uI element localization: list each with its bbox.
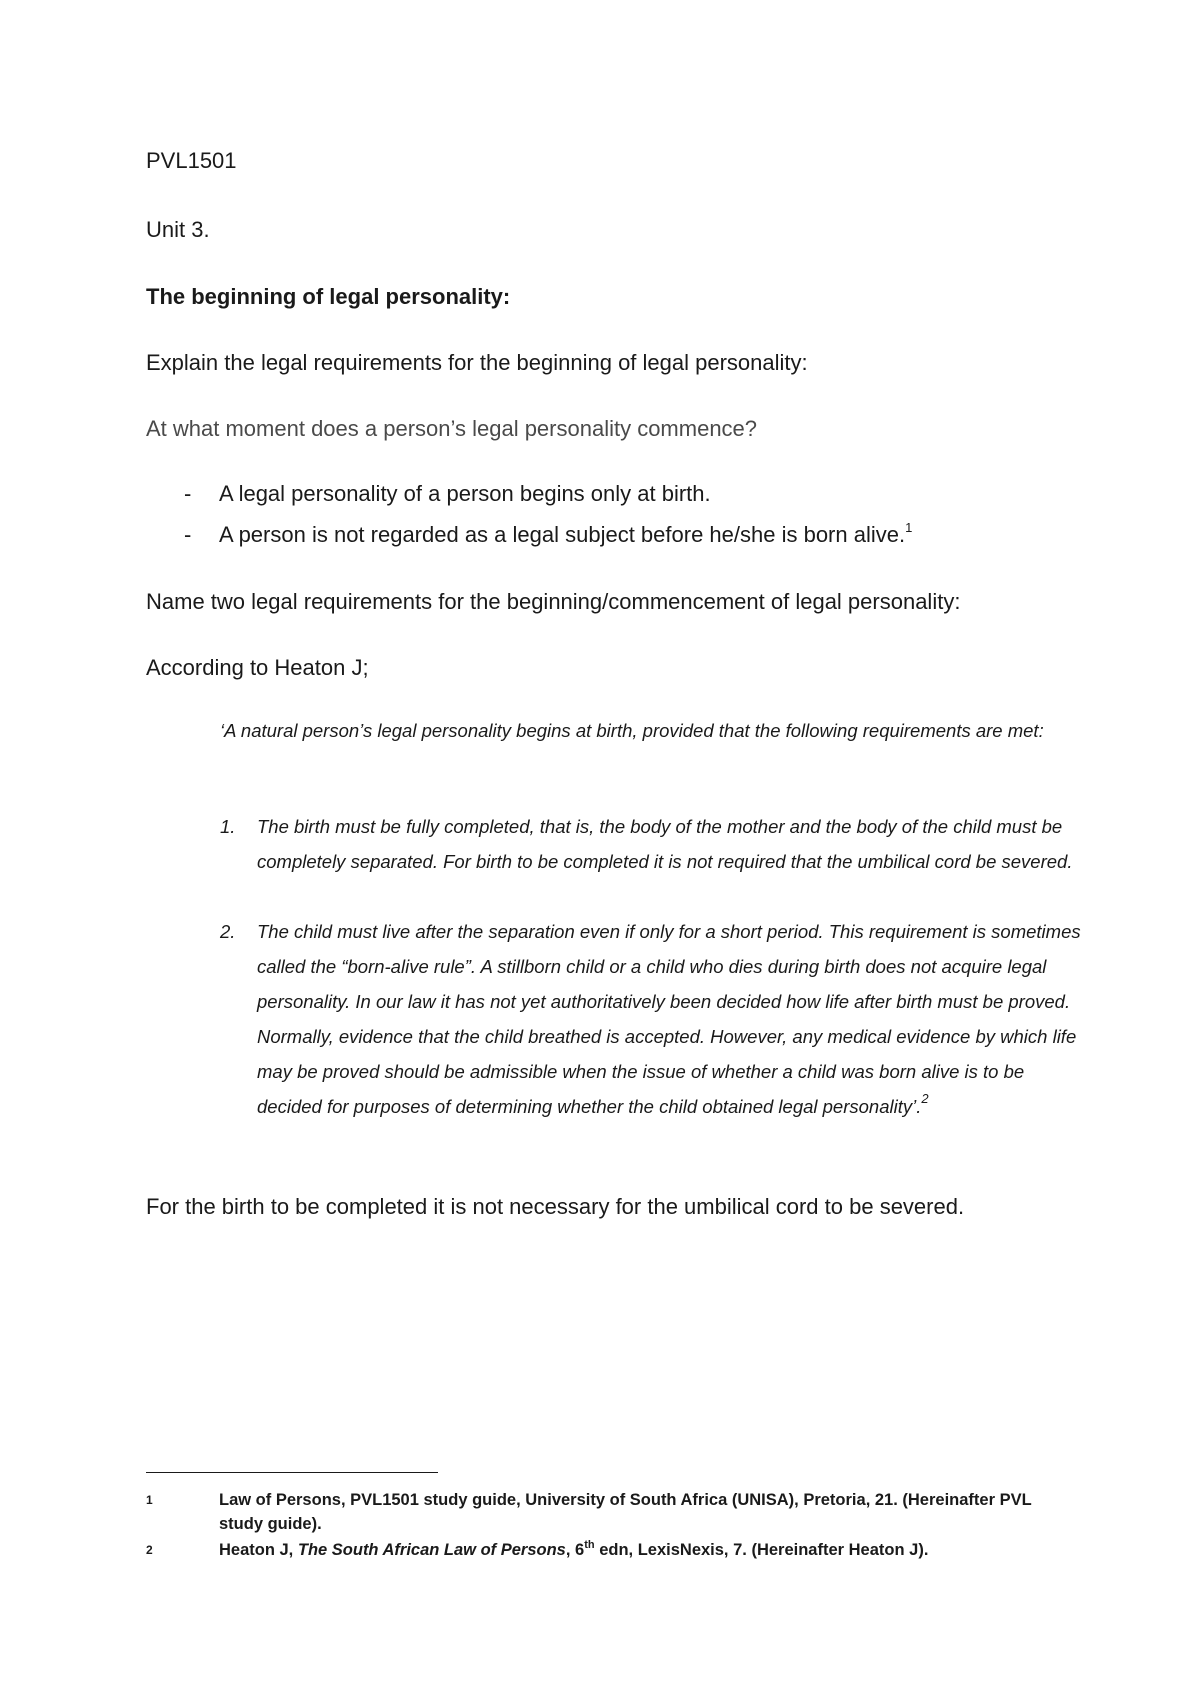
conclusion: For the birth to be completed it is not necessary for the umbilical cord to be severed. [146, 1194, 965, 1219]
bullet-dash: - [184, 481, 192, 506]
list-item-text: The child must live after the separation even if only for a short period. This requirement is sometimes called the “born-alive rule”. A stillborn child or a child who dies during birth does not acquire legal personality. In our law it has not yet authoritatively been decided how life after birth must be proved. Normally, evidence that the child breathed is accepted. However, any medical evidence by which life may be proved should be admissible when the issue of whether a child was born alive is to be decided for purposes of determining whether the child obtained legal personality’. [257, 921, 1081, 1117]
list-item: The birth must be fully completed, that is, the body of the mother and the body of the child must be completely separated. For birth to be completed it is not required that the umbilical cord be severed. [257, 816, 1073, 872]
footnote-text [219, 1538, 1079, 1562]
quote-intro: ‘A natural person’s legal personality begins at birth, provided that the following requirements are met: [220, 720, 1044, 741]
question-explain: Explain the legal requirements for the beginning of legal personality: [146, 350, 808, 375]
course-code: PVL1501 [146, 148, 237, 173]
question-moment: At what moment does a person’s legal personality commence? [146, 416, 758, 441]
according-to: According to Heaton J; [146, 655, 369, 680]
list-number: 1. [220, 816, 236, 837]
footnote-number: 1 [146, 1493, 153, 1507]
footnote-separator [146, 1472, 438, 1473]
footnote-number: 2 [146, 1543, 153, 1557]
footnote-text: Law of Persons, PVL1501 study guide, University of South Africa (UNISA), Pretoria, 21. (Hereinafter PVL study guide). [219, 1491, 1032, 1533]
footnote-edition: , 6 [565, 1541, 585, 1559]
bullet-item: A legal personality of a person begins only at birth. [219, 481, 711, 506]
bullet-item-text: A person is not regarded as a legal subject before he/she is born alive. [219, 522, 906, 547]
question-requirements: Name two legal requirements for the beginning/commencement of legal personality: [146, 589, 961, 614]
list-item [257, 914, 1087, 1124]
list-number: 2. [220, 921, 236, 942]
footnote-book-title: The South African Law of Persons [297, 1541, 566, 1559]
footnote-author: Heaton J, [219, 1541, 298, 1559]
bullet-item [219, 520, 912, 550]
bullet-dash: - [184, 522, 192, 547]
footnote-ref-1[interactable]: 1 [905, 520, 913, 535]
footnote-edition-suffix: th [584, 1539, 595, 1551]
unit-label: Unit 3. [146, 217, 210, 242]
footnote-publisher: edn, LexisNexis, 7. (Hereinafter Heaton J). [594, 1541, 929, 1559]
section-heading: The beginning of legal personality: [146, 284, 511, 309]
footnote-ref-2[interactable]: 2 [921, 1091, 929, 1106]
